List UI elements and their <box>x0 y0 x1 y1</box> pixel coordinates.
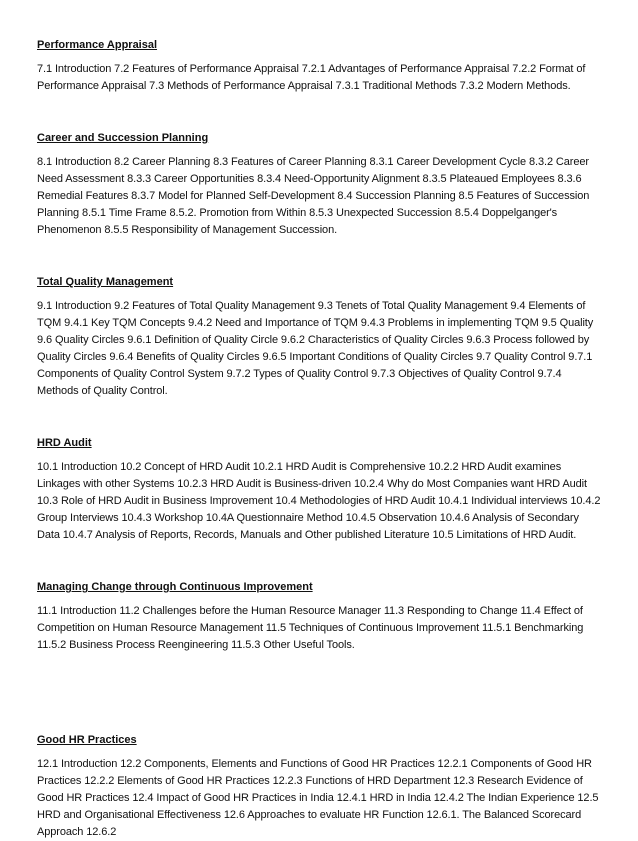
section-body: 10.1 Introduction 10.2 Concept of HRD Audit 10.2.1 HRD Audit is Comprehensive 10.2.2 HRD Audit examines Linkages with other Systems 10.2.3 HRD Audit is Business-driven 10.2.4 Why do Most Companies want HRD Audit 10.3 Role of HRD Audit in Business Improvement 10.4 Methodologies of HRD Audit 10.4.1 Individual interviews 10.4.2 Group Interviews 10.4.3 Workshop 10.4A Questionnaire Method 10.4.5 Observation 10.4.6 Analysis of Secondary Data 10.4.7 Analysis of Reports, Records, Manuals and Other published Literature 10.5 Limitations of HRD Audit. <box>37 461 601 541</box>
section-career-succession-planning <box>37 131 602 239</box>
section-good-hr-practices <box>37 733 602 841</box>
section-body: 11.1 Introduction 11.2 Challenges before the Human Resource Manager 11.3 Responding to Change 11.4 Effect of Competition on Human Resource Management 11.5 Techniques of Continuous Improvement 11.5.1 Benchmarking 11.5.2 Business Process Reengineering 11.5.3 Other Useful Tools. <box>37 605 584 651</box>
section-heading: Performance Appraisal <box>37 39 158 51</box>
section-heading: HRD Audit <box>37 437 92 449</box>
section-body: 9.1 Introduction 9.2 Features of Total Quality Management 9.3 Tenets of Total Quality Management 9.4 Elements of TQM 9.4.1 Key TQM Concepts 9.4.2 Need and Importance of TQM 9.4.3 Problems in implementing TQM 9.5 Quality 9.6 Quality Circles 9.6.1 Definition of Quality Circle 9.6.2 Characteristics of Quality Circles 9.6.3 Process followed by Quality Circles 9.6.4 Benefits of Quality Circles 9.6.5 Important Conditions of Quality Circles 9.7 Quality Control 9.7.1 Components of Quality Control System 9.7.2 Types of Quality Control 9.7.3 Objectives of Quality Control 9.7.4 Methods of Quality Control. <box>37 300 594 397</box>
section-heading: Career and Succession Planning <box>37 132 209 144</box>
section-body: 7.1 Introduction 7.2 Features of Performance Appraisal 7.2.1 Advantages of Performance Appraisal 7.2.2 Format of Performance Appraisal 7.3 Methods of Performance Appraisal 7.3.1 Traditional Methods 7.3.2 Modern Methods. <box>37 63 586 92</box>
section-managing-change <box>37 580 602 654</box>
section-heading: Good HR Practices <box>37 734 137 746</box>
section-hrd-audit <box>37 436 602 544</box>
section-heading: Total Quality Management <box>37 276 174 288</box>
section-body: 8.1 Introduction 8.2 Career Planning 8.3 Features of Career Planning 8.3.1 Career Development Cycle 8.3.2 Career Need Assessment 8.3.3 Career Opportunities 8.3.4 Need-Opportunity Alignment 8.3.5 Plateaued Employees 8.3.6 Remedial Features 8.3.7 Model for Planned Self-Development 8.4 Succession Planning 8.5 Features of Succession Planning 8.5.1 Time Frame 8.5.2. Promotion from Within 8.5.3 Unexpected Succession 8.5.4 Doppelganger's Phenomenon 8.5.5 Responsibility of Management Succession. <box>37 156 590 236</box>
section-performance-appraisal <box>37 38 602 95</box>
section-body: 12.1 Introduction 12.2 Components, Elements and Functions of Good HR Practices 12.2.1 Components of Good HR Practices 12.2.2 Elements of Good HR Practices 12.2.3 Functions of HRD Department 12.3 Research Evidence of Good HR Practices 12.4 Impact of Good HR Practices in India 12.4.1 HRD in India 12.4.2 The Indian Experience 12.5 HRD and Organisational Effectiveness 12.6 Approaches to evaluate HR Function 12.6.1. The Balanced Scorecard Approach 12.6.2 <box>37 758 599 838</box>
section-total-quality-management <box>37 275 602 400</box>
section-heading: Managing Change through Continuous Improvement <box>37 581 313 593</box>
